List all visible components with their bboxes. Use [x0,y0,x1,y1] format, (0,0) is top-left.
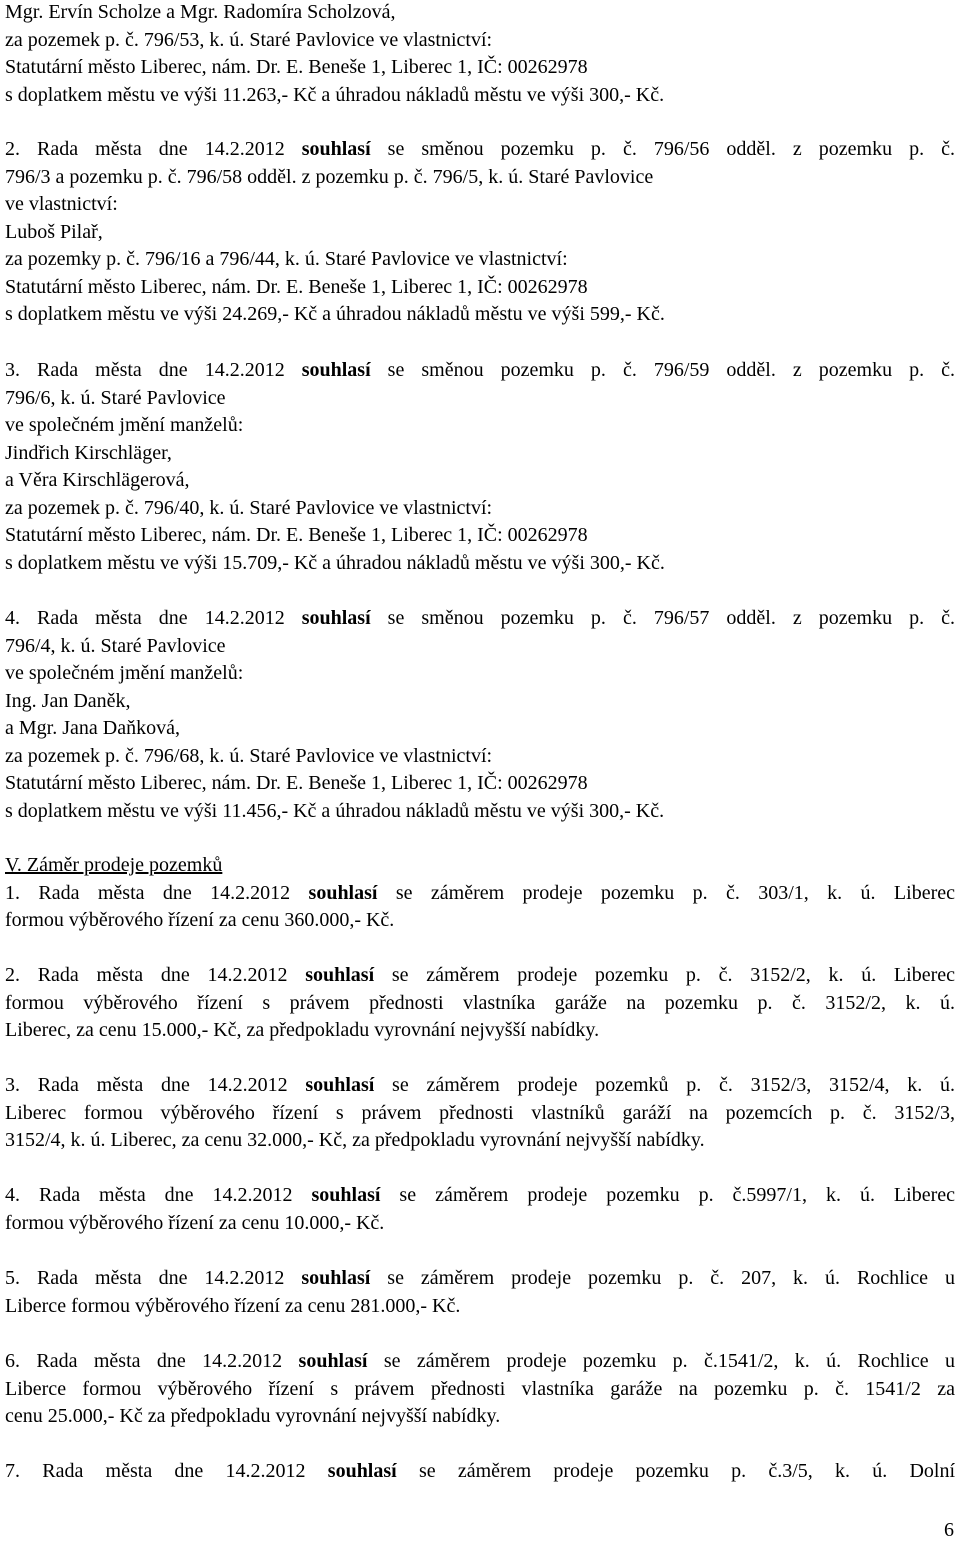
sale-item-6 [5,1348,955,1431]
resolution-prefix: 6. Rada města dne 14.2.2012 [5,1350,299,1372]
resolution-verb: souhlasí [327,1460,397,1482]
text-line: formou výběrového řízení za cenu 360.000,- Kč. [5,909,395,931]
resolution-verb: souhlasí [298,1350,368,1372]
resolution-text: se záměrem prodeje pozemku p. č. 207, k. ú. Rochlice u [370,1267,955,1289]
text-line: s doplatkem městu ve výši 11.263,- Kč a úhradou nákladů městu ve výši 300,- Kč. [5,83,665,106]
resolution-prefix: 1. Rada města dne 14.2.2012 [5,881,309,904]
resolution-verb: souhlasí [311,1184,381,1206]
text-line: Liberec, za cenu 15.000,- Kč, za předpokladu vyrovnání nejvyšší nabídky. [5,1019,600,1041]
resolution-verb: souhlasí [301,359,371,381]
resolution-text: se směnou pozemku p. č. 796/57 odděl. z pozemku p. č. [370,607,955,629]
resolution-text: se záměrem prodeje pozemku p. č. 3152/2, k. ú. Liberec [374,964,955,986]
text-line: a Mgr. Jana Daňková, [5,717,180,739]
text-line: Liberec formou výběrového řízení s právem přednosti vlastníků garáží na pozemcích p. č. 3152/3, [5,1101,955,1124]
resolution-prefix: 3. Rada města dne 14.2.2012 [5,359,302,381]
text-line: za pozemek p. č. 796/68, k. ú. Staré Pavlovice ve vlastnictví: [5,744,493,767]
text-line: Statutární město Liberec, nám. Dr. E. Beneše 1, Liberec 1, IČ: 00262978 [5,524,588,546]
text-line: ve vlastnictví: [5,193,118,215]
resolution-verb: souhlasí [301,607,371,629]
resolution-prefix: 5. Rada města dne 14.2.2012 [5,1267,302,1289]
resolution-line [5,605,955,633]
sale-item-7 [5,1458,955,1486]
sale-item-3 [5,1072,955,1155]
text-line: 796/4, k. ú. Staré Pavlovice [5,634,226,657]
resolution-verb: souhlasí [305,964,375,986]
exchange-item-3 [5,357,955,577]
resolution-verb: souhlasí [301,138,371,160]
page-number: 6 [944,1519,954,1541]
resolution-line [5,136,955,164]
sale-item-5 [5,1265,955,1320]
text-line: Statutární město Liberec, nám. Dr. E. Beneše 1, Liberec 1, IČ: 00262978 [5,772,588,794]
resolution-prefix: 2. Rada města dne 14.2.2012 [5,964,306,986]
resolution-text: se směnou pozemku p. č. 796/56 odděl. z pozemku p. č. [370,138,955,160]
resolution-verb: souhlasí [308,881,378,904]
resolution-line [5,880,955,908]
section-heading: V. Záměr prodeje pozemků [5,854,223,876]
text-line: Statutární město Liberec, nám. Dr. E. Beneše 1, Liberec 1, IČ: 00262978 [5,275,588,298]
resolution-line [5,1458,955,1486]
resolution-verb: souhlasí [301,1267,371,1289]
resolution-prefix: 7. Rada města dne 14.2.2012 [5,1460,328,1482]
text-line: formou výběrového řízení s právem přednosti vlastníka garáže na pozemku p. č. 3152/2, k. ú. [5,991,955,1014]
text-line: Liberce formou výběrového řízení s právem přednosti vlastníka garáže na pozemku p. č. 1541/2 za [5,1377,955,1400]
text-line: Statutární město Liberec, nám. Dr. E. Beneše 1, Liberec 1, IČ: 00262978 [5,56,588,78]
text-line: 3152/4, k. ú. Liberec, za cenu 32.000,- Kč, za předpokladu vyrovnání nejvyšší nabídky. [5,1129,705,1151]
text-line: 796/3 a pozemku p. č. 796/58 odděl. z pozemku p. č. 796/5, k. ú. Staré Pavlovice [5,165,654,188]
text-line: cenu 25.000,- Kč za předpokladu vyrovnání nejvyšší nabídky. [5,1405,501,1427]
text-line: s doplatkem městu ve výši 11.456,- Kč a úhradou nákladů městu ve výši 300,- Kč. [5,799,665,822]
text-line: a Věra Kirschlägerová, [5,469,190,491]
resolution-line [5,1348,955,1376]
text-line: Ing. Jan Daněk, [5,689,131,712]
exchange-item-2 [5,136,955,329]
text-line: za pozemky p. č. 796/16 a 796/44, k. ú. Staré Pavlovice ve vlastnictví: [5,248,568,270]
resolution-text: se záměrem prodeje pozemku p. č.1541/2, k. ú. Rochlice u [367,1350,955,1372]
text-line: ve společném jmění manželů: [5,662,244,684]
text-line: Luboš Pilař, [5,220,103,243]
sale-item-2 [5,962,955,1045]
text-line: ve společném jmění manželů: [5,414,244,436]
resolution-prefix: 4. Rada města dne 14.2.2012 [5,1184,312,1206]
text-line: za pozemek p. č. 796/53, k. ú. Staré Pavlovice ve vlastnictví: [5,28,493,51]
text-line: s doplatkem městu ve výši 24.269,- Kč a úhradou nákladů městu ve výši 599,- Kč. [5,303,665,325]
resolution-line [5,1182,955,1210]
resolution-line [5,357,955,385]
resolution-line [5,1265,955,1293]
resolution-line [5,1072,955,1100]
resolution-text: se záměrem prodeje pozemku p. č.5997/1, k. ú. Liberec [380,1184,955,1206]
text-line: za pozemek p. č. 796/40, k. ú. Staré Pavlovice ve vlastnictví: [5,496,493,519]
resolution-text: se směnou pozemku p. č. 796/59 odděl. z pozemku p. č. [370,359,955,381]
resolution-text: se záměrem prodeje pozemků p. č. 3152/3, 3152/4, k. ú. [374,1074,955,1096]
text-line: s doplatkem městu ve výši 15.709,- Kč a úhradou nákladů městu ve výši 300,- Kč. [5,551,665,574]
exchange-item-4 [5,605,955,825]
sale-item-4 [5,1182,955,1237]
text-line: 796/6, k. ú. Staré Pavlovice [5,386,226,409]
resolution-text: se záměrem prodeje pozemku p. č.3/5, k. ú. Dolní [396,1460,955,1482]
resolution-line [5,962,955,990]
resolution-prefix: 3. Rada města dne 14.2.2012 [5,1074,306,1096]
text-line: Mgr. Ervín Scholze a Mgr. Radomíra Scholzová, [5,1,396,23]
text-line: formou výběrového řízení za cenu 10.000,- Kč. [5,1211,385,1234]
resolution-prefix: 4. Rada města dne 14.2.2012 [5,607,302,629]
resolution-prefix: 2. Rada města dne 14.2.2012 [5,138,302,160]
section-v [5,852,955,935]
resolution-text: se záměrem prodeje pozemku p. č. 303/1, k. ú. Liberec [377,881,955,904]
text-line: Jindřich Kirschläger, [5,441,172,464]
exchange-item-1-tail [5,0,955,109]
text-line: Liberce formou výběrového řízení za cenu 281.000,- Kč. [5,1294,461,1317]
resolution-verb: souhlasí [305,1074,375,1096]
